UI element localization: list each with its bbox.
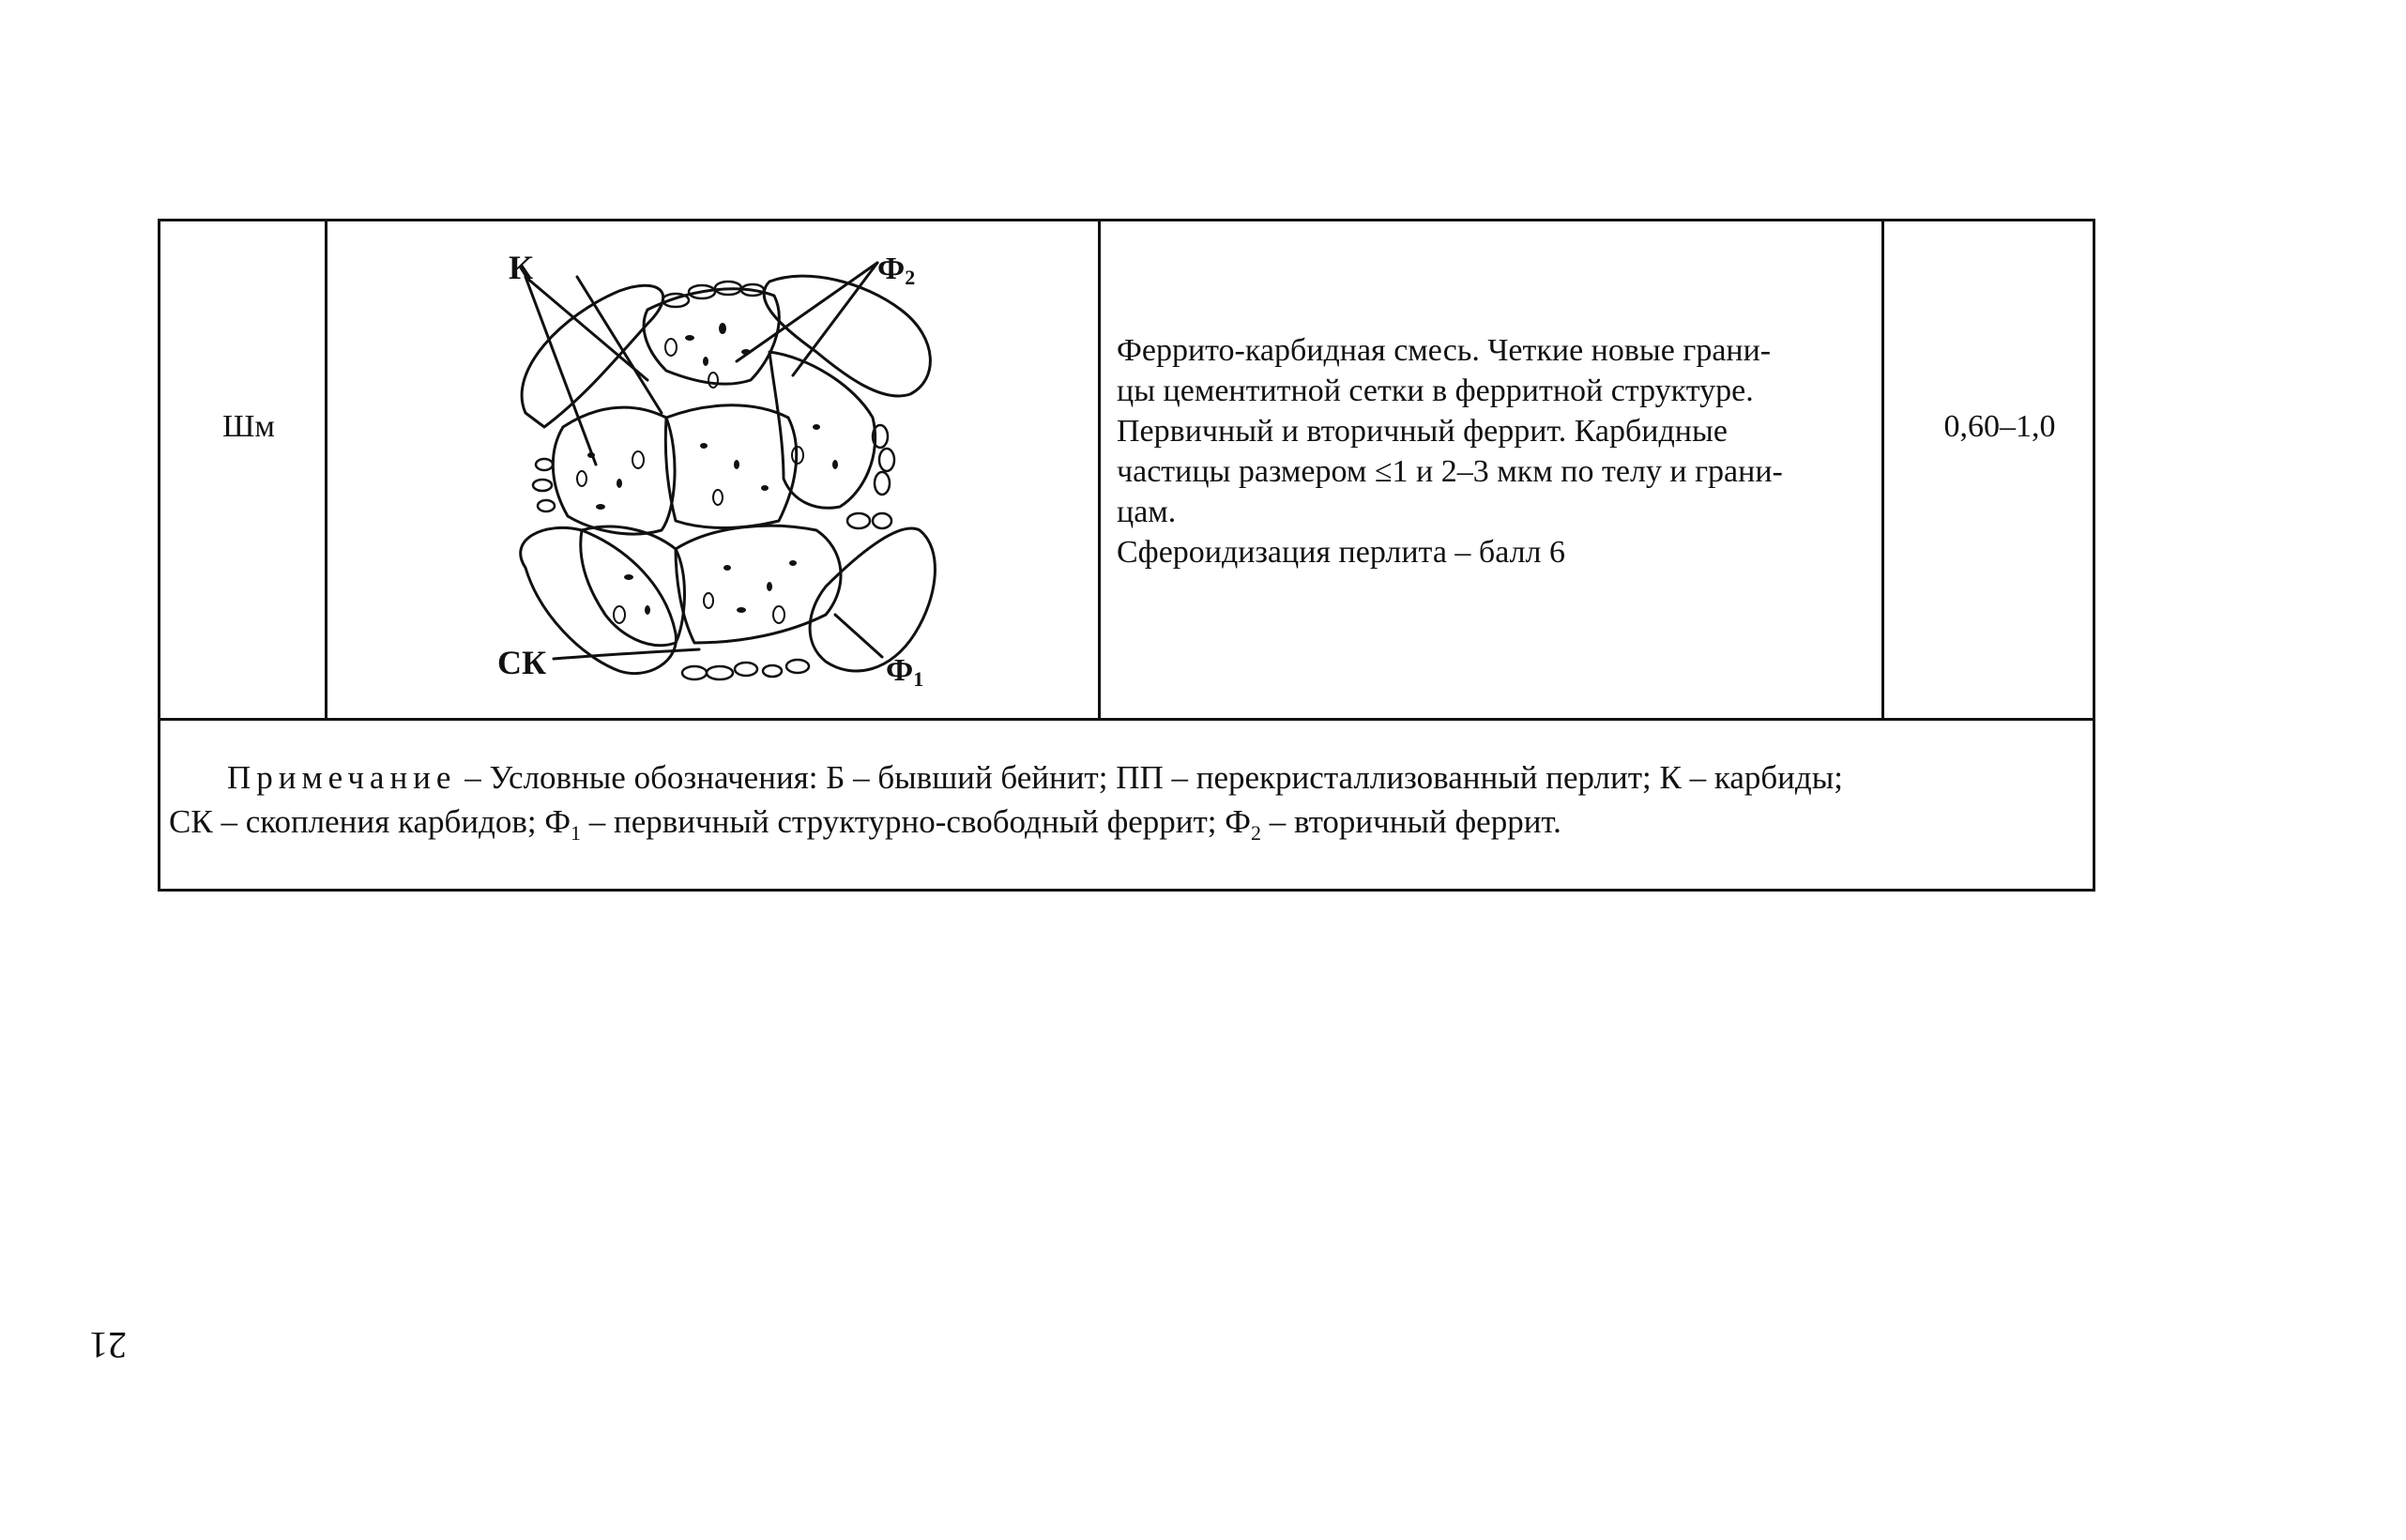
value-range: 0,60–1,0 bbox=[1943, 409, 2056, 444]
microstructure-diagram bbox=[488, 239, 976, 690]
description-line: Первичный и вторичный феррит. Карбидные bbox=[1117, 414, 1728, 449]
table-right-border bbox=[2093, 219, 2095, 892]
label-carbides: К bbox=[509, 249, 534, 286]
description-line: цы цементитной сетки в ферритной структуре. bbox=[1117, 374, 1754, 408]
table-left-border bbox=[158, 219, 160, 892]
table-col-divider-2 bbox=[1098, 219, 1101, 720]
structure-code: Шм bbox=[222, 409, 275, 444]
label-carbide-clusters: СК bbox=[497, 644, 547, 681]
description-line: цам. bbox=[1117, 495, 1177, 529]
table-note bbox=[169, 755, 2088, 855]
description-line: Феррито-карбидная смесь. Четкие новые грани- bbox=[1117, 333, 1772, 368]
structure-description bbox=[1117, 330, 1896, 572]
note-lead: Примечание bbox=[227, 759, 457, 796]
table-bottom-border bbox=[158, 889, 2095, 892]
description-line: частицы размером ≤1 и 2–3 мкм по телу и грани- bbox=[1117, 454, 1783, 489]
note-line-2c: – вторичный феррит. bbox=[1260, 803, 1561, 840]
note-line-2b: – первичный структурно-свободный феррит; Ф bbox=[581, 803, 1251, 840]
table-col-divider-1 bbox=[325, 219, 327, 720]
note-sub-2: 2 bbox=[1250, 821, 1261, 845]
label-secondary-ferrite: Ф2 bbox=[877, 252, 916, 289]
table-top-border bbox=[158, 219, 2095, 221]
label-primary-ferrite: Ф1 bbox=[886, 653, 924, 690]
note-sub-1: 1 bbox=[571, 821, 581, 845]
note-line-2a: СК – скопления карбидов; Ф bbox=[169, 803, 571, 840]
page-number: 21 bbox=[89, 1324, 127, 1366]
description-line: Сфероидизация перлита – балл 6 bbox=[1117, 535, 1566, 570]
note-line-1: – Условные обозначения: Б – бывший бейнит; ПП – перекристаллизованный перлит; К – карбиды; bbox=[456, 759, 1843, 796]
table-row-divider bbox=[158, 718, 2095, 721]
